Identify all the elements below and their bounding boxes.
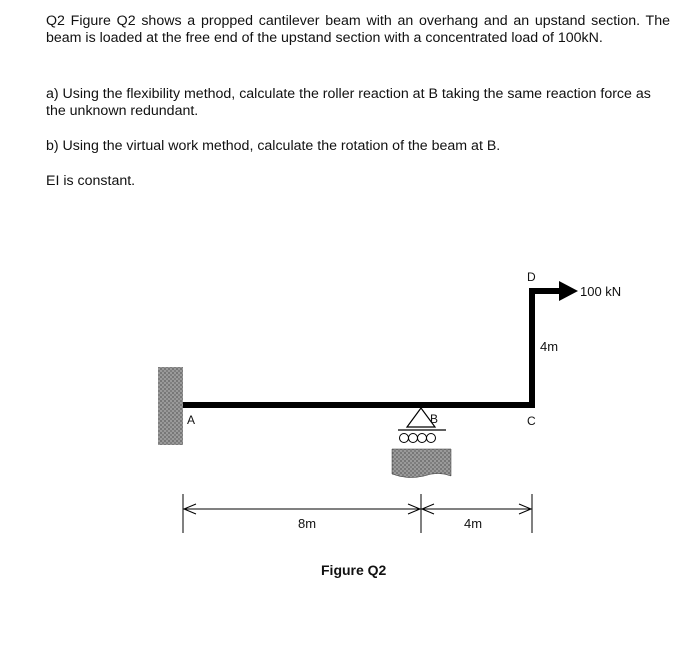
label-c: C xyxy=(527,414,536,428)
load-label: 100 kN xyxy=(580,284,622,299)
question-note: EI is constant. xyxy=(46,173,136,189)
upstand-dimension: 4m xyxy=(540,339,559,354)
figure-caption: Figure Q2 xyxy=(321,562,387,578)
question-part-b: b) Using the virtual work method, calculate the rotation of the beam at B. xyxy=(46,138,501,154)
question-part-a: a) Using the flexibility method, calculate the roller reaction at B taking the same reaction force as the unknown redundant. xyxy=(46,86,651,119)
beam-ac xyxy=(183,402,535,408)
load-arrow xyxy=(529,281,578,301)
label-d: D xyxy=(527,270,536,284)
upstand-cd xyxy=(529,290,535,408)
span-bc-dimension: 4m xyxy=(464,516,483,531)
fixed-support-wall xyxy=(158,367,183,445)
question-intro: Q2 Figure Q2 shows a propped cantilever beam with an overhang and an upstand section. The beam is loaded at the free end of the upstand section with a concentrated load of 100kN. xyxy=(46,13,670,46)
label-a: A xyxy=(187,413,196,427)
roller-support-b xyxy=(392,408,451,478)
span-ab-dimension: 8m xyxy=(298,516,317,531)
label-b: B xyxy=(430,412,439,426)
